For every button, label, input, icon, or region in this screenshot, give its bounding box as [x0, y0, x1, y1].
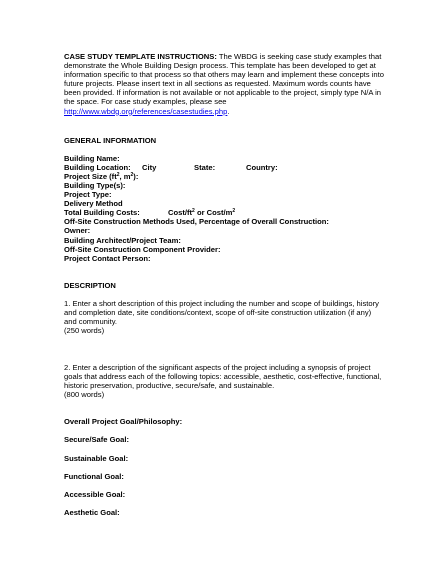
secure-safe-goal-label: Secure/Safe Goal: [64, 435, 129, 444]
state-label: State: [194, 163, 216, 172]
owner-label: Owner: [64, 226, 91, 235]
component-provider-label: Off-Site Construction Component Provider: [64, 245, 221, 254]
intro-heading: CASE STUDY TEMPLATE INSTRUCTIONS: [64, 52, 217, 61]
contact-person-label: Project Contact Person: [64, 254, 151, 263]
offsite-methods-label: Off-Site Construction Methods Used, Percentage of Overall Construction: [64, 217, 329, 226]
cost-label: Cost/$ft^2$ or Cost/$m^2$ [168, 208, 236, 217]
description-item-1-word-limit: (250 words) [64, 326, 105, 336]
building-location-row [64, 163, 364, 172]
total-costs-label: Total Building Costs: [64, 208, 140, 217]
description-item-2-text: 2. Enter a description of the significant aspects of the project including a synopsis of project goals that address each of the following topics: accessible, aesthetic, cost-effective, functional, historic preservation, productive, secure/safe, and sustainable. [64, 363, 382, 391]
overall-goal-label: Overall Project Goal/Philosophy: [64, 417, 183, 426]
intro-period: . [227, 106, 230, 116]
case-studies-link[interactable]: http://www.wbdg.org/references/casestudies.php [64, 106, 228, 116]
accessible-goal-label: Accessible Goal: [64, 490, 126, 499]
general-information-heading: GENERAL INFORMATION [64, 136, 157, 145]
building-name-label: Building Name: [64, 154, 120, 163]
description-item-2-word-limit: (800 words) [64, 390, 105, 400]
architect-label: Building Architect/Project Team: [64, 236, 181, 245]
functional-goal-label: Functional Goal: [64, 472, 124, 481]
description-item-2 [64, 363, 384, 399]
intro-text: The WBDG is seeking case study examples that demonstrate the Whole Building Design process. This template has been developed to get at information specific to that process so that others may learn and implement these concepts into future projects. Please insert text in all sections as requested. Maximum words counts have been provided. If information is not available or not applicable to the project, simply type N/A in the space. For case study examples, please see [64, 52, 384, 107]
intro-paragraph [64, 52, 384, 116]
building-location-label: Building Location: [64, 163, 131, 172]
total-costs-row [64, 208, 364, 217]
country-label: Country: [246, 163, 278, 172]
delivery-method-label: Delivery Method [64, 199, 123, 208]
sustainable-goal-label: Sustainable Goal: [64, 454, 129, 463]
project-type-label: Project Type: [64, 190, 112, 199]
description-item-1 [64, 299, 384, 335]
project-size-label: Project Size ($ft^2$, $m^2$): [64, 172, 139, 181]
description-heading: DESCRIPTION [64, 281, 116, 290]
city-label: City [142, 163, 157, 172]
description-item-1-text: 1. Enter a short description of this project including the number and scope of buildings, history and completion date, site conditions/context, scope of off-site construction utilization (if any) and community. [64, 299, 379, 327]
building-types-label: Building Type(s): [64, 181, 126, 190]
aesthetic-goal-label: Aesthetic Goal: [64, 508, 120, 517]
